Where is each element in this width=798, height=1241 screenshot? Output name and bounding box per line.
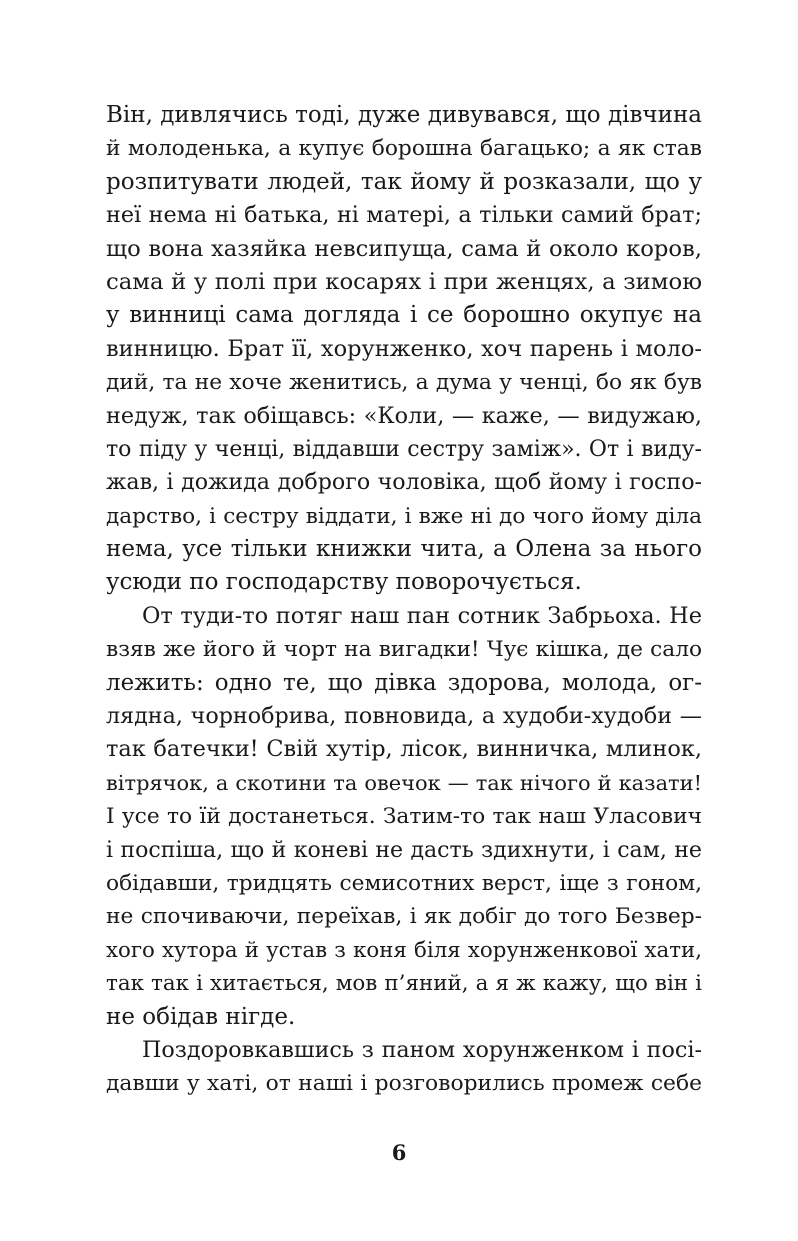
text-line: усюди по господарству поворочується. <box>106 569 582 596</box>
text-line: так так і хитається, мов п’яний, а я ж кажу, що він і <box>106 971 702 997</box>
text-line: лядна, чорнобрива, повновида, а худоби-худоби — <box>106 703 702 730</box>
text-line: то піду у ченці, віддавши сестру заміж». От і виду- <box>106 436 702 462</box>
paragraph <box>106 99 702 600</box>
paragraph <box>106 600 702 1034</box>
text-line: сама й у полі при косарях і при женцях, а зимою <box>106 268 702 295</box>
text-line: так батечки! Свій хутір, лісок, винничка, млинок, <box>106 736 702 763</box>
text-line: й молоденька, а купує борошна багацько; а як став <box>106 136 702 162</box>
text-line: Поздоровкавшись з паном хорунженком і посі- <box>142 1036 702 1063</box>
text-line: жав, і дожида доброго чоловіка, щоб йому і госпо- <box>106 469 702 496</box>
text-line: не обідав нігде. <box>106 1003 296 1030</box>
page-number: 6 <box>391 1140 407 1165</box>
text-line: недуж, так обіщавсь: «Коли, — каже, — видужаю, <box>106 402 702 429</box>
text-line: І усе то їй достанеться. Затим-то так наш Уласович <box>106 804 702 830</box>
text-line: не спочиваючи, переїхав, і як добіг до того Безвер- <box>106 904 702 930</box>
text-line: дарство, і сестру віддати, і вже ні до чого йому діла <box>106 503 702 529</box>
text-line: що вона хазяйка невсипуща, сама й около коров, <box>106 235 702 262</box>
text-line: нема, усе тільки книжки чита, а Олена за нього <box>106 536 702 563</box>
text-line: вітрячок, а скотини та овечок — так нічого й казати! <box>106 770 702 795</box>
text-line: Він, дивлячись тоді, дуже дивувався, що дівчина <box>106 102 702 128</box>
text-line: лежить: одно те, що дівка здорова, молода, ог- <box>106 669 702 696</box>
text-line: давши у хаті, от наші і розговорились промеж себе <box>106 1071 702 1097</box>
text-line: хого хутора й устав з коня біля хорунженкової хати, <box>106 937 702 963</box>
text-line: неї нема ні батька, ні матері, а тільки самий брат; <box>106 202 702 229</box>
text-line: розпитувати людей, так йому й розказали, що у <box>106 168 702 195</box>
paragraph <box>106 1034 702 1101</box>
text-line: дий, та не хоче женитись, а дума у ченці, бо як був <box>106 370 702 396</box>
body-text <box>106 99 702 1101</box>
text-line: у винниці сама догляда і се борошно окупує на <box>106 302 702 329</box>
text-line: обідавши, тридцять семисотних верст, іще з гоном, <box>106 870 702 896</box>
text-line: і поспіша, що й коневі не дасть здихнути, і сам, не <box>106 837 702 863</box>
text-line: взяв же його й чорт на вигадки! Чує кішка, де сало <box>106 637 702 663</box>
text-line: винницю. Брат її, хорунженко, хоч парень і моло- <box>106 335 702 362</box>
text-line: От туди-то потяг наш пан сотник Забрьоха. Не <box>142 602 702 629</box>
